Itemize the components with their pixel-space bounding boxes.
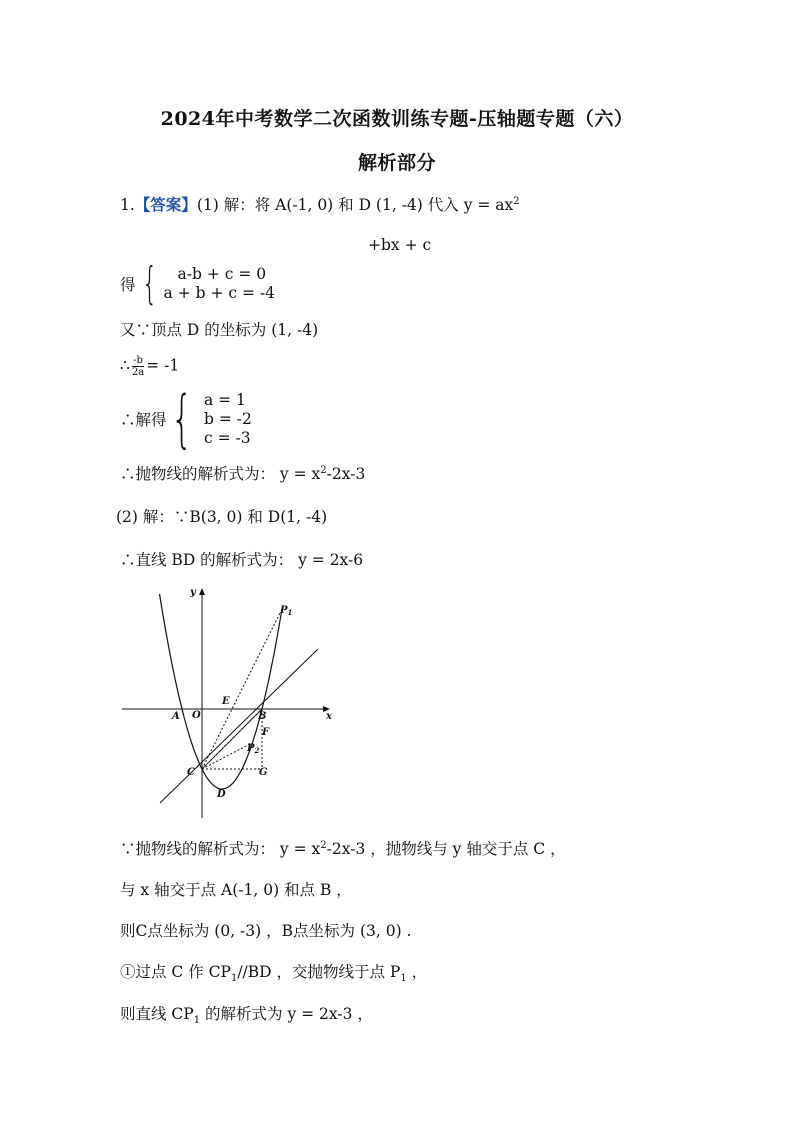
label-a: A (172, 711, 180, 722)
label-g: G (259, 767, 268, 778)
line-cp2 (202, 744, 250, 769)
step1-subscript: 1 (400, 973, 407, 985)
q1-intro-line (120, 193, 520, 215)
answer-tag: 【答案】 (134, 195, 197, 214)
step2-subscript: 1 (193, 1015, 201, 1027)
axis-symmetry-line (120, 355, 179, 378)
intro-continuation: +bx + c (368, 236, 432, 254)
vertex-line: 又∵顶点 D 的坐标为 (1, -4) (120, 321, 319, 339)
since-exponent: 2 (320, 839, 327, 851)
step1-subscript: 1 (230, 973, 238, 985)
system1-row: a + b + c = -4 (163, 284, 275, 302)
step1-text: ①过点 C 作 CP (120, 963, 231, 981)
segment-cb (202, 709, 262, 769)
intro-exponent: 2 (513, 195, 520, 207)
left-brace-icon: { (141, 258, 157, 309)
system-equations-1 (120, 258, 275, 309)
step1-text-mid: //BD ，交抛物线于点 P (237, 963, 401, 981)
label-b: B (258, 711, 267, 722)
fraction-numerator: -b (133, 355, 143, 366)
de-label: 得 (120, 276, 136, 294)
parabola-equation-line (120, 462, 365, 484)
step1-line (120, 960, 427, 984)
since-parabola-line (120, 837, 566, 859)
parabola-text-end: -2x-3 (326, 465, 366, 483)
therefore-symbol: ∴ (120, 356, 130, 375)
part2-line: (2) 解：∵B(3, 0) 和 D(1, -4) (116, 508, 328, 526)
solve-label: ∴解得 (120, 411, 167, 429)
label-p2: $P_2$ (247, 743, 260, 755)
label-f: F (262, 727, 270, 738)
since-text-end: -2x-3 ，抛物线与 y 轴交于点 C ， (326, 840, 566, 858)
label-o: O (192, 710, 201, 721)
intro-text: (1) 解：将 A(-1, 0) 和 D (1, -4) 代入 y = ax (196, 196, 514, 214)
label-p1: $P_1$ (280, 605, 293, 617)
system2-row: b = -2 (203, 409, 252, 428)
system2-row: a = 1 (203, 390, 246, 409)
equals-text: = -1 (146, 356, 180, 375)
left-brace-icon: { (170, 382, 193, 455)
parabola-exponent: 2 (320, 464, 327, 476)
line-bd (160, 649, 318, 803)
since-text: ∵抛物线的解析式为： y = x (120, 840, 321, 858)
step2-text-end: 的解析式为 y = 2x-3 ， (200, 1005, 373, 1023)
parabola-figure (120, 586, 332, 820)
document-title: 2024年中考数学二次函数训练专题-压轴题专题（六） (160, 108, 634, 130)
line-cp1 (202, 613, 280, 769)
label-d: D (217, 789, 226, 800)
step2-text: 则直线 CP (120, 1005, 194, 1023)
label-y: y (190, 587, 196, 598)
system1-row: a-b + c = 0 (177, 265, 267, 283)
fraction (132, 355, 144, 378)
question-number: 1. (120, 196, 135, 214)
y-axis-arrow-icon (199, 588, 205, 595)
section-subtitle: 解析部分 (357, 152, 436, 174)
step1-text-end: ， (406, 963, 428, 981)
parabola-text: ∴抛物线的解析式为： y = x (120, 465, 321, 483)
label-e: E (222, 696, 230, 707)
intersect-x-line: 与 x 轴交于点 A(-1, 0) 和点 B ， (120, 881, 352, 899)
system2-row: c = -3 (203, 428, 251, 447)
line-bd-equation: ∴直线 BD 的解析式为： y = 2x-6 (120, 551, 364, 569)
coordinates-line: 则C点坐标为 (0, -3) ，B点坐标为 (3, 0) . (120, 922, 412, 940)
label-c: C (187, 767, 195, 778)
step2-line (120, 1002, 373, 1026)
label-x: x (326, 711, 332, 722)
system-equations-2 (120, 382, 252, 455)
fraction-denominator: 2a (131, 367, 145, 378)
